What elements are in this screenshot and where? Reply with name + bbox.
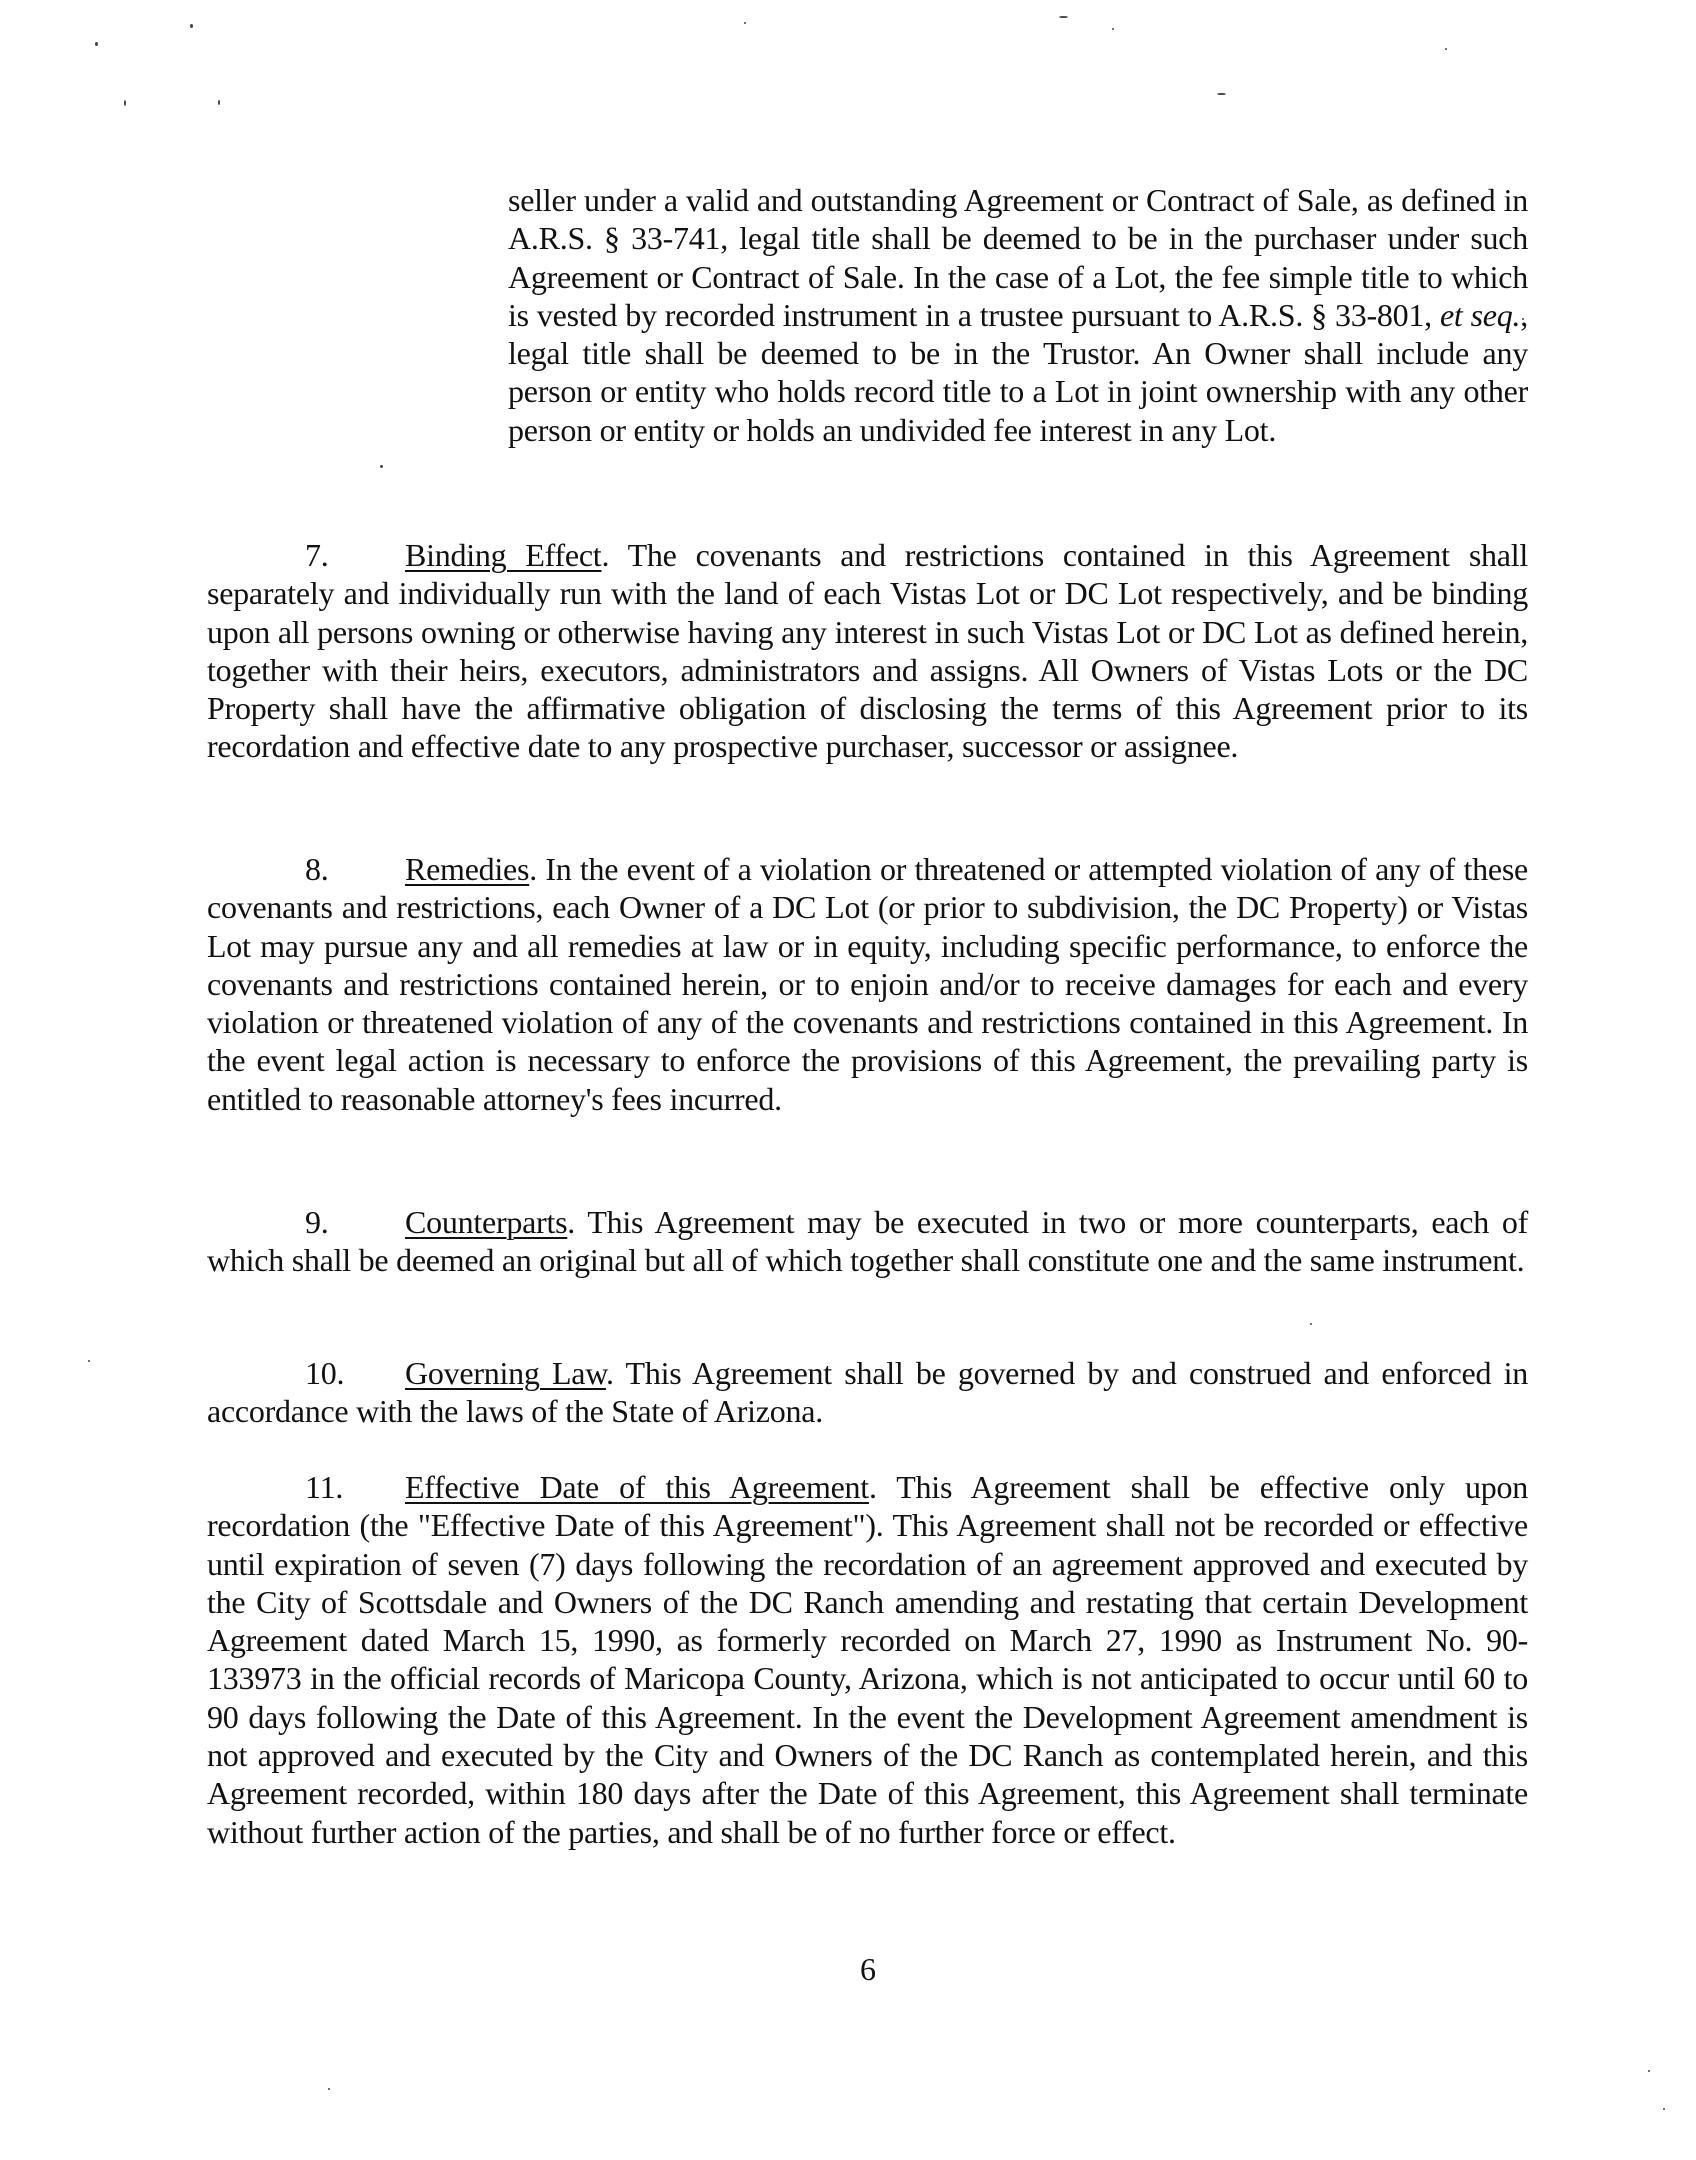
- section-number: 7.: [305, 537, 329, 573]
- page-number: 6: [860, 1951, 876, 1987]
- section-number: 9.: [305, 1204, 329, 1240]
- continuation-text: seller under a valid and outstanding Agreement or Contract of Sale, as defined in A.R.S. § 33-741, legal title shall be deemed to be in the purchaser under such Agreement or Contract of Sale. In the case of a Lot, the fee simple title to which is vested by recorded instrument in a trustee pursuant to A.R.S. § 33-801,: [508, 182, 1528, 333]
- section-body: . The covenants and restrictions contained in this Agreement shall separately and individually run with the land of each Vistas Lot or DC Lot respectively, and be binding upon all persons owning or otherwise having any interest in such Vistas Lot or DC Lot as defined herein, together with their heirs, executors, administrators and assigns. All Owners of Vistas Lots or the DC Property shall have the affirmative obligation of disclosing the terms of this Agreement prior to its recordation and effective date to any prospective purchaser, successor or assignee.: [207, 537, 1529, 765]
- section-7-paragraph: [207, 536, 1528, 766]
- scan-speck: [1059, 16, 1068, 18]
- section-heading: Binding Effect: [405, 537, 602, 573]
- continuation-italic: et seq.: [1439, 296, 1521, 333]
- scan-speck: [124, 100, 126, 106]
- section-body: . This Agreement shall be governed by and construed and enforced in accordance with the laws of the State of Arizona.: [207, 1355, 1529, 1430]
- scan-speck: [190, 24, 193, 28]
- section-11-paragraph: [207, 1468, 1528, 1851]
- scan-speck: [218, 100, 220, 105]
- section-heading: Governing Law: [405, 1355, 607, 1391]
- scan-speck: [1445, 48, 1447, 50]
- continuation-text-after: , legal title shall be deemed to be in the Trustor. An Owner shall include any person or entity who holds record title to a Lot in joint ownership with any other person or entity or holds an undivided fee interest in any Lot.: [508, 296, 1529, 448]
- scan-speck: [1648, 2070, 1650, 2072]
- section-number: 8.: [305, 851, 329, 887]
- scan-speck: [328, 2088, 330, 2090]
- section-number: 10.: [305, 1355, 345, 1391]
- scan-speck: [1310, 1323, 1312, 1325]
- continuation-paragraph: [508, 181, 1528, 449]
- scan-speck: [1663, 2108, 1665, 2110]
- section-body: . In the event of a violation or threatened or attempted violation of any of these covenants and restrictions, each Owner of a DC Lot (or prior to subdivision, the DC Property) or Vistas Lot may pursue any and all remedies at law or in equity, including specific performance, to enforce the covenants and restrictions contained herein, or to enjoin and/or to receive damages for each and every violation or threatened violation of any of the covenants and restrictions contained in this Agreement. In the event legal action is necessary to enforce the provisions of this Agreement, the prevailing party is entitled to reasonable attorney's fees incurred.: [207, 851, 1528, 1117]
- section-9-paragraph: [207, 1203, 1528, 1280]
- section-body: . This Agreement may be executed in two or more counterparts, each of which shall be deemed an original but all of which together shall constitute one and the same instrument.: [207, 1204, 1528, 1279]
- section-body: . This Agreement shall be effective only upon recordation (the "Effective Date of this Agreement"). This Agreement shall not be recorded or effective until expiration of seven (7) days following the recordation of an agreement approved and executed by the City of Scottsdale and Owners of the DC Ranch amending and restating that certain Development Agreement dated March 15, 1990, as formerly recorded on March 27, 1990 as Instrument No. 90-133973 in the official records of Maricopa County, Arizona, which is not anticipated to occur until 60 to 90 days following the Date of this Agreement. In the event the Development Agreement amendment is not approved and executed by the City and Owners of the DC Ranch as contemplated herein, and this Agreement recorded, within 180 days after the Date of this Agreement, this Agreement shall terminate without further action of the parties, and shall be of no further force or effect.: [207, 1469, 1529, 1850]
- section-10-paragraph: [207, 1354, 1528, 1431]
- scan-speck: [95, 42, 98, 46]
- section-heading: Remedies: [405, 851, 530, 887]
- scan-speck: [1112, 28, 1114, 30]
- scan-speck: [380, 465, 383, 468]
- scan-speck: [88, 1360, 90, 1362]
- scan-speck: [1217, 93, 1226, 95]
- section-heading: Effective Date of this Agreement: [405, 1469, 869, 1505]
- section-heading: Counterparts: [405, 1204, 568, 1240]
- section-number: 11.: [305, 1469, 344, 1505]
- scan-speck: [744, 22, 746, 24]
- section-8-paragraph: [207, 850, 1528, 1118]
